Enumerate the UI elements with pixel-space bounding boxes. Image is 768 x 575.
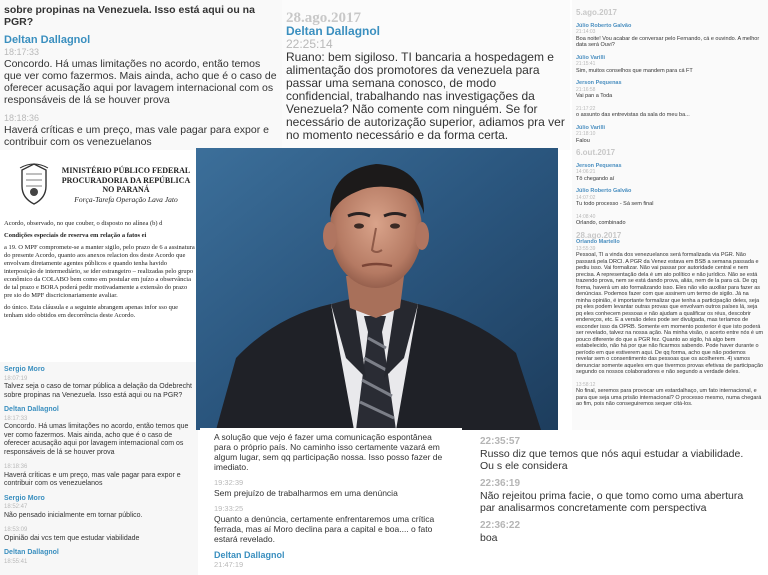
message-time: 18:17:33 [4,47,40,57]
document-page [0,150,200,375]
sender-name: Sergio Moro [4,494,45,502]
chat-message [576,214,764,227]
sender-name: Júlio Varilli [576,124,606,131]
chat-message [4,526,194,543]
message-time: 18:53:09 [4,527,28,533]
chat-message [480,436,750,472]
document-header-line: Força-Tarefa Operação Lava Jato [74,194,178,204]
chat-date: 5.ago.2017 [576,8,617,17]
message-text: Ruano: bem sigiloso. TI bancaria a hospedagem e alimentação dos promotores da venezuela para passar uma semana conosco, de modo confidencial, trabalhando nas investigações da Venezuela? Não comente com ninguém. Se for necessário de autorização superior, adiamos pra ver no momento necessário e da forma certa. [286,50,565,142]
chat-message [576,10,764,17]
sender-name: Deltan Dallagnol [4,549,59,556]
document-header [56,166,196,204]
document-header-line: PROCURADORIA DA REPÚBLICA NO PARANÁ [61,175,191,194]
chat-message [4,34,278,106]
message-text: Concordo. Há umas limitações no acordo, então temos que ver como fazermos. Mais ainda, acho que é o caso de oferecer acusação aqui por lavagem internacional com os responsáveis de lá se houver prova [4,423,189,456]
document-header-line: MINISTÉRIO PÚBLICO FEDERAL [61,166,191,175]
message-text: Pessoal, TI a vinda dos venezuelanos será formalizada via PGR. Não passará pela DRCI. A PGR da Venez estava em BSB a semana passada e pediu isso. Vai formalizar. Não vai passar por autoridade central e nem precisa. A representação dela é um ato político e não jurídico. Não se está trazendo prova, nem se está dando prova, aliás, nem de la para cá. De qq forma, haverá um ato formalizando isso. Eles não vão auxiliar para fazer as denúncias. Podemos fazer com que assinem um termo de sigilo. Já na minha opinião, é importante formalizar que tenha a participação deles, seja pq eles podem levantar outras provas que envolvam outros países lá, seja pq eles conhecem pessoas e não ajudam a qualificar os réus, descobrir endereços, etc. E a versão deles pode ser divulgada, mas teríamos de esconder isso da OPRB. Somente em momento posterior é que isto poderá ser revelado, talvez na nossa ação. Na minha visão, o acerto entre nós é um pouco diferente do que a PGR fez. Quanto ao sigilo, há algo bem estabelecido, não há por que não ficarmos sabendo. Pode haver durante o período em que estiverem aqui. De qq forma, acho que não podemos revelar sem o consentimento das pessoas que os acolherem. 4) vamos denunciar somente aqueles em que tivermos provas efetivas de participação segundo os nossos colaboradores e não segundo a verdade deles. [576,252,764,375]
message-text: Orlando, combinado [576,220,626,226]
message-text: Tu todo processo - Sá sem final [576,201,654,207]
chat-message [576,80,764,100]
message-time: 18:07:19 [4,375,28,382]
message-time: 21:16:58 [576,86,596,93]
message-text: Sem prejuízo de trabalharmos em uma denúncia [214,488,398,498]
sender-name: Sergio Moro [4,366,45,373]
message-time: 21:47:19 [214,560,244,569]
chat-message [214,504,448,544]
chat-message-list [214,432,448,570]
chat-message [480,520,750,544]
chat-panel-top-left [0,0,282,165]
message-time: 18:17:33 [4,415,28,422]
chat-message [576,106,764,119]
sender-name: Orlando Martello [576,239,620,245]
message-text: Tô chegando aí [576,175,615,182]
chat-message [576,382,764,408]
chat-message [214,432,448,472]
sender-name: Deltan Dallagnol [4,406,59,413]
message-text: Talvez seja o caso de tornar pública a delação da Odebrecht sobre propinas na Venezuela. Isso está aqui ou na PGR? [4,383,192,399]
message-text: Russo diz que temos que nós aqui estudar a viabilidade. Ou s ele considera [480,448,744,472]
message-time: 19:33:25 [214,504,244,513]
chat-date: 28.ago.2017 [576,230,622,240]
chat-message [214,550,448,570]
chat-date: 6.out.2017 [576,148,616,157]
man-in-suit-icon [196,148,558,430]
sender-name: Jerson Pequenas [576,162,622,169]
message-time: 21:17:22 [576,105,596,112]
chat-message: sobre propinas na Venezuela. Isso está aqui ou na PGR? [4,4,255,28]
chat-message [4,463,194,489]
document-paragraph: do único. Esta cláusula e a seguinte abrangem apenas infor sso que tenham sido obtidos em decorrência deste Acordo. [4,304,178,319]
message-text: A solução que vejo é fazer uma comunicação espontânea para o próprio país. No caminho isso certamente vazará em algum lugar, sem qq participação nossa. Isso posso fazer de imediato. [214,432,443,472]
chat-message [4,495,194,521]
portrait-photo [196,148,558,430]
message-text: Opinião dai vcs tem que estudar viabilidade [4,534,140,542]
chat-panel-bottom-middle [200,428,462,575]
sender-name: Deltan Dallagnol [214,550,285,560]
message-time: 18:52:47 [4,504,28,510]
chat-message [4,366,194,400]
message-time: 21:15:41 [576,61,596,67]
chat-message [214,478,448,498]
chat-panel-right [572,0,768,430]
chat-message-list [480,436,750,544]
message-time: 22:36:22 [480,520,521,531]
message-time: 19:32:39 [214,478,244,487]
document-body [4,220,196,324]
message-time: 14:07:02 [576,194,596,201]
sender-name: Júlio Varilli [576,54,606,61]
message-time: 14:06:21 [576,169,596,175]
document-paragraph: Acordo, observado, no que couber, o disposto no alínea (b) d [4,220,163,227]
document-paragraph: Condições especiais de reserva em relação a fatos ei [4,232,147,239]
chat-message [4,549,194,566]
chat-message-list [576,10,764,408]
chat-message [576,230,764,376]
message-time: 21:18:10 [576,131,596,137]
document-paragraph: a 19. O MPF compromete-se a manter sigilo, pelo prazo de 6 a assinatura do presente Acordo, quanto aos anexos relacion dos deste Acordo que envolvam diretamente agentes públicos e quando tenha havido interposição de intermediário, se ider estrangeiro – realizadas pelo grupo econômico da COLABO bem como em postular em juízo a observância de tal prazo e BORA poderá pedir motivadamente a extensão do prazo pre sio do MPF discricionariamente avaliar. [4,244,195,299]
chat-message [4,406,194,457]
chat-message [480,478,750,514]
chat-panel-top-middle [282,0,570,150]
message-text: Haverá críticas e um preço, mas vale pagar para expor e contribuir com os venezuelanos [4,471,181,487]
message-text: Não pensado inicialmente em tornar público. [4,511,143,519]
chat-message [576,150,764,157]
message-text: Concordo. Há umas limitações no acordo, então temos que ver como fazermos. Mais ainda, acho que é o caso de oferecer acusação aqui por lavagem internacional com os responsáveis de lá se houver prova [4,58,277,106]
message-text: Sim, muitos conselhos que mandem para cá FT [576,67,693,74]
chat-panel-bottom-left [0,362,198,575]
message-time: 18:18:36 [4,113,40,123]
message-text: Haverá críticas e um preço, mas vale pagar para expor e contribuir com os venezuelanos [4,124,269,148]
sender-name: Júlio Roberto Galvão [576,188,632,194]
message-text: o assunto das entrevistas da sala do meu ba... [576,112,690,118]
chat-message-list [4,366,194,566]
message-time: 22:25:14 [286,37,333,51]
message-text: Não rejeitou prima facie, o que tomo como uma abertura par analisarmos concretamente com perspectiva [480,490,744,514]
chat-message [576,23,764,49]
message-time: 18:18:36 [4,464,28,470]
coat-of-arms-icon [16,162,52,206]
message-time: 13:58:12 [576,381,596,388]
message-text: No final, seremos para provocar um estardalhaço, um fato internacional, e para que seja uma prisão internacional? O processo mesmo, numa chegará ao fim, pois não conseguiremos sequer citá-los. [576,388,762,407]
message-text: boa [480,532,498,544]
message-time: 21:14:03 [576,29,596,35]
chat-message [576,55,764,75]
sender-name: Jerson Pequenas [576,80,622,86]
sender-name: Deltan Dallagnol [286,24,381,38]
chat-message [576,188,764,208]
sender-name: Júlio Roberto Galvão [576,22,632,29]
chat-message [576,125,764,145]
sender-name: Deltan Dallagnol [4,34,91,46]
chat-panel-bottom-right [462,430,768,575]
chat-message [4,112,278,148]
chat-date: 28.ago.2017 [286,10,361,26]
message-time: 22:35:57 [480,436,521,447]
message-text: Vai pan a Toda [576,93,613,99]
chat-message [576,163,764,183]
message-text: Boa noite! Vou acabar de conversar pelo Fernando, cá e ouvindo. A melhor data será Ouvi? [576,35,760,48]
message-text: Quanto a denúncia, certamente enfrentaremos uma crítica ferrada, mas aí Moro declina para a capital e boa.... o fato estará revelado. [214,514,435,544]
message-time: 18:55:41 [4,558,28,565]
message-text: Falou [576,137,590,144]
message-time: 13:55:39 [576,245,596,252]
message-time: 14:08:40 [576,213,596,220]
message-time: 22:36:19 [480,478,521,489]
